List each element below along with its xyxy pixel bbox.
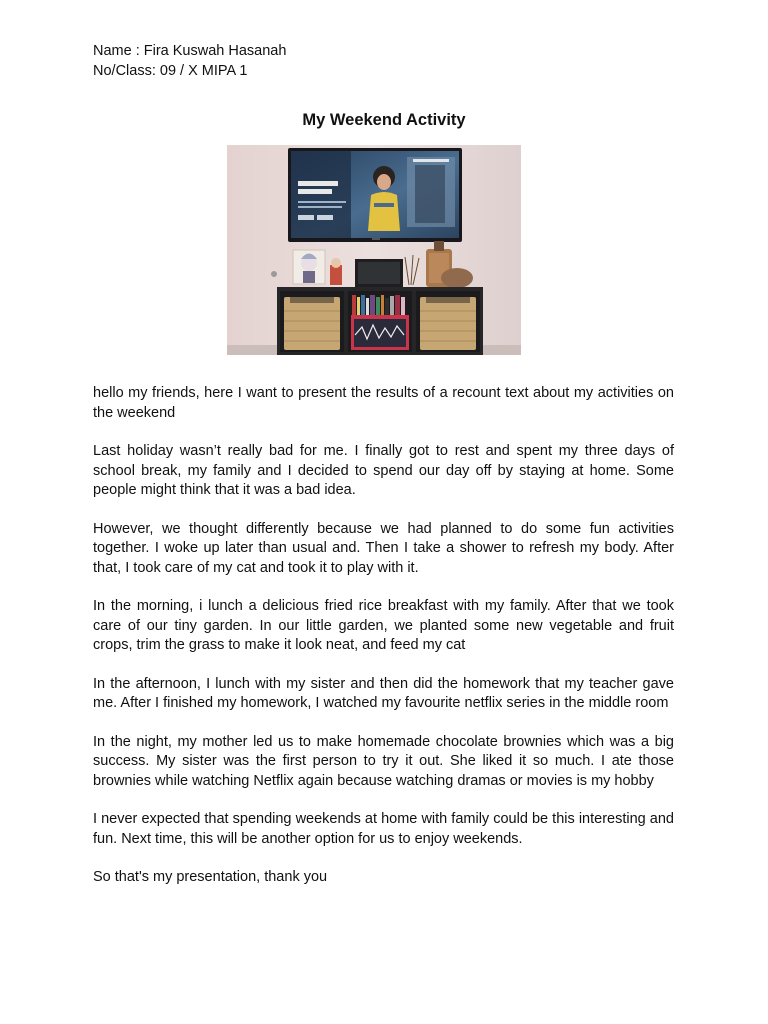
paragraph-event-night: In the night, my mother led us to make homemade chocolate brownies which was a big success. My sister was the first person to try it out. She liked it so much. I ate those brownies while watching Netflix again because watching dramas or movies is my hobby: [93, 733, 674, 789]
paragraph-intro: hello my friends, here I want to present the results of a recount text about my activities on the weekend: [93, 385, 674, 421]
recount-text: [93, 384, 674, 888]
paragraph-closing: So that's my presentation, thank you: [93, 869, 328, 885]
paragraph-event-afternoon: In the afternoon, I lunch with my sister and then did the homework that my teacher gave me. After I finished my homework, I watched my favourite netflix series in the middle room: [93, 675, 674, 711]
paragraph-orientation: Last holiday wasn’t really bad for me. I finally got to rest and spent my three days of school break, my family and I decided to spend our day off by staying at home. Some people might think that it was a bad idea.: [93, 443, 674, 498]
shelf: [277, 287, 483, 355]
page-title: My Weekend Activity: [302, 111, 466, 129]
tv: [288, 148, 462, 242]
paragraph-event-1: However, we thought differently because we had planned to do some fun activities together. I woke up later than usual and. Then I take a shower to refresh my body. After that, I took care of my cat and took it to play with it.: [93, 520, 674, 576]
basket-right: [420, 297, 476, 350]
wall-outlet: [271, 271, 277, 277]
weekend-photo: [227, 145, 521, 355]
paragraph-reorientation: I never expected that spending weekends at home with family could be this interesting and fun. Next time, this will be another option for us to enjoy weekends.: [93, 811, 674, 847]
basket-left: [284, 297, 340, 350]
paragraph-event-morning: In the morning, i lunch a delicious fried rice breakfast with my family. After that we took care of our tiny garden. In our little garden, we planted some new vegetable and fruit crops, trim the grass to make it look neat, and feed my cat: [93, 598, 674, 653]
student-header: [93, 42, 286, 81]
student-class: No/Class: 09 / X MIPA 1: [93, 62, 248, 79]
student-name: Name : Fira Kuswah Hasanah: [93, 43, 287, 59]
